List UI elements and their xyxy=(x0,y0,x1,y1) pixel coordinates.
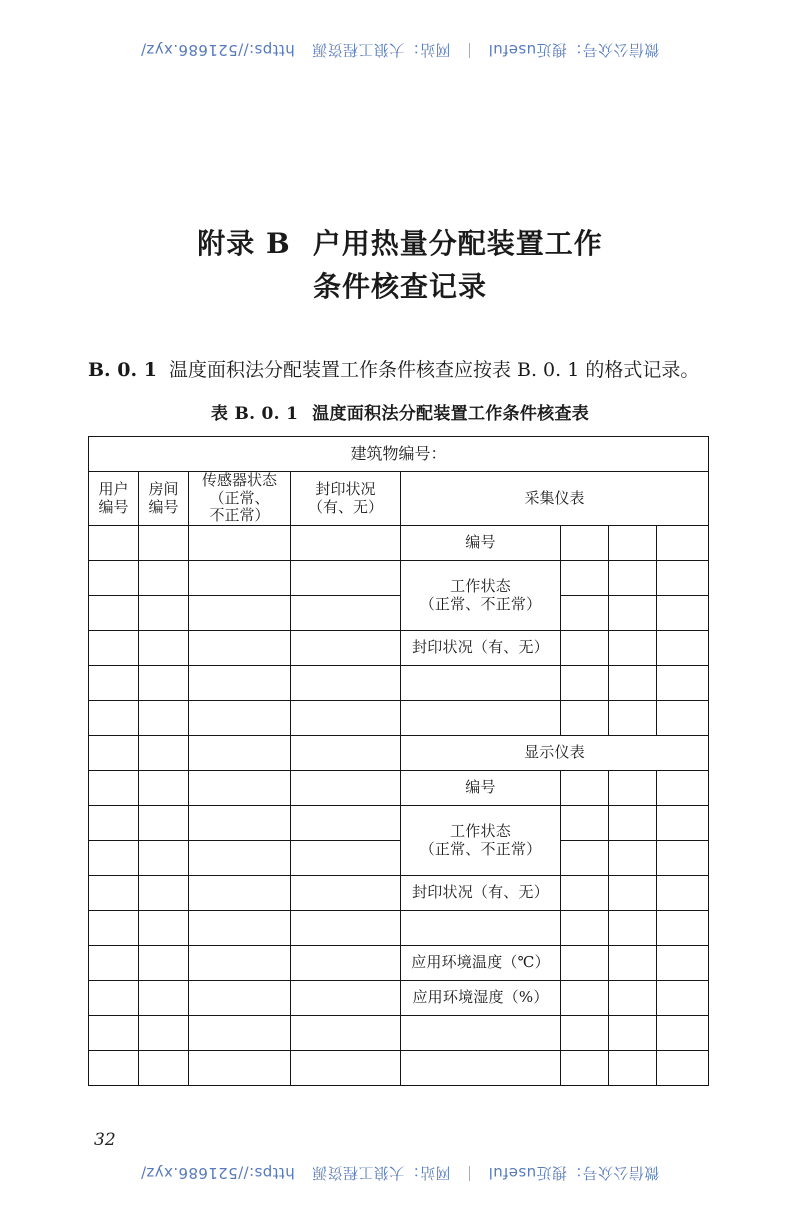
data-cell-sensor_state[interactable] xyxy=(189,561,291,596)
table-row xyxy=(89,1051,709,1086)
table-row-column-headers xyxy=(89,472,709,526)
data-cell-sensor_state[interactable] xyxy=(189,1016,291,1051)
data-cell-instrument-1[interactable] xyxy=(561,946,609,981)
data-cell-instrument-1[interactable] xyxy=(561,701,609,736)
column-header-collector: 采集仪表 xyxy=(401,472,709,526)
row-label-line2: （正常、不正常） xyxy=(419,839,542,858)
data-cell-seal_state[interactable] xyxy=(291,736,401,771)
data-cell-instrument-1[interactable] xyxy=(561,841,609,876)
data-cell-instrument-1[interactable] xyxy=(561,561,609,596)
data-cell-instrument-2[interactable] xyxy=(609,666,657,701)
data-cell-instrument-3[interactable] xyxy=(657,946,709,981)
data-cell-room_no[interactable] xyxy=(139,876,189,911)
table-row xyxy=(89,806,709,841)
table-row xyxy=(89,526,709,561)
data-cell-instrument-1[interactable] xyxy=(561,806,609,841)
data-cell-sensor_state[interactable] xyxy=(189,1051,291,1086)
data-cell-seal_state[interactable] xyxy=(291,596,401,631)
col-user-no-l1: 用户 xyxy=(98,479,129,498)
data-cell-room_no[interactable] xyxy=(139,561,189,596)
data-cell-room_no[interactable] xyxy=(139,631,189,666)
clause-text: 温度面积法分配装置工作条件核查应按表 B. 0. 1 的格式记录。 xyxy=(168,359,700,381)
data-cell-user_no[interactable] xyxy=(89,876,139,911)
row-label-cell-blank[interactable] xyxy=(401,701,561,736)
data-cell-instrument-1[interactable] xyxy=(561,526,609,561)
table-row xyxy=(89,771,709,806)
row-label-cell xyxy=(401,561,561,631)
row-label-cell: 编号 xyxy=(401,771,561,806)
watermark-site-bottom: 网站：大狼工程资源 xyxy=(311,1164,451,1182)
data-cell-instrument-3[interactable] xyxy=(657,1051,709,1086)
data-cell-sensor_state[interactable] xyxy=(189,701,291,736)
data-cell-room_no[interactable] xyxy=(139,1016,189,1051)
data-cell-user_no[interactable] xyxy=(89,946,139,981)
data-cell-sensor_state[interactable] xyxy=(189,946,291,981)
data-cell-user_no[interactable] xyxy=(89,911,139,946)
data-cell-user_no[interactable] xyxy=(89,1016,139,1051)
table-row xyxy=(89,701,709,736)
data-cell-instrument-1[interactable] xyxy=(561,981,609,1016)
table-caption-number: 表 B. 0. 1 xyxy=(210,404,299,424)
data-cell-instrument-2[interactable] xyxy=(609,701,657,736)
data-cell-user_no[interactable] xyxy=(89,526,139,561)
col-room-no-l1: 房间 xyxy=(148,479,179,498)
data-cell-instrument-1[interactable] xyxy=(561,631,609,666)
clause-paragraph xyxy=(88,354,712,387)
data-cell-instrument-2[interactable] xyxy=(609,771,657,806)
watermark-wechat: 微信公众号：搜近useful xyxy=(488,41,660,59)
data-cell-user_no[interactable] xyxy=(89,631,139,666)
watermark-url: https://521686.xyz/ xyxy=(140,41,295,59)
col-sensor-l2: （正常、 xyxy=(209,488,270,507)
row-label-cell: 应用环境温度（℃） xyxy=(401,946,561,981)
data-cell-user_no[interactable] xyxy=(89,981,139,1016)
watermark-wechat-bottom: 微信公众号：搜近useful xyxy=(488,1164,660,1182)
data-cell-sensor_state[interactable] xyxy=(189,526,291,561)
data-cell-seal_state[interactable] xyxy=(291,806,401,841)
data-cell-sensor_state[interactable] xyxy=(189,771,291,806)
data-cell-room_no[interactable] xyxy=(139,666,189,701)
appendix-title-part2: 条件核查记录 xyxy=(312,270,487,304)
data-cell-instrument-1[interactable] xyxy=(561,876,609,911)
appendix-title-part1: 户用热量分配装置工作 xyxy=(312,226,603,260)
data-cell-room_no[interactable] xyxy=(139,1051,189,1086)
data-cell-instrument-3[interactable] xyxy=(657,631,709,666)
data-cell-sensor_state[interactable] xyxy=(189,981,291,1016)
table-row xyxy=(89,841,709,876)
data-cell-room_no[interactable] xyxy=(139,736,189,771)
data-cell-instrument-3[interactable] xyxy=(657,701,709,736)
watermark-space-bottom xyxy=(295,1164,307,1182)
col-room-no-l2: 编号 xyxy=(148,497,179,516)
data-cell-user_no[interactable] xyxy=(89,666,139,701)
row-label-cell-blank[interactable] xyxy=(401,666,561,701)
row-label-cell: 编号 xyxy=(401,526,561,561)
data-cell-instrument-2[interactable] xyxy=(609,806,657,841)
data-cell-instrument-1[interactable] xyxy=(561,1051,609,1086)
building-no-cell[interactable]: 建筑物编号： xyxy=(89,437,709,472)
record-table-container xyxy=(88,436,708,1086)
data-cell-instrument-3[interactable] xyxy=(657,841,709,876)
data-cell-instrument-1[interactable] xyxy=(561,666,609,701)
column-header-user-no xyxy=(89,472,139,526)
table-row xyxy=(89,876,709,911)
data-cell-instrument-2[interactable] xyxy=(609,946,657,981)
data-cell-instrument-2[interactable] xyxy=(609,981,657,1016)
data-cell-sensor_state[interactable] xyxy=(189,631,291,666)
data-cell-instrument-2[interactable] xyxy=(609,561,657,596)
watermark-separator: ｜ xyxy=(461,41,478,59)
row-label-cell: 应用环境湿度（%） xyxy=(401,981,561,1016)
table-caption-title: 温度面积法分配装置工作条件核查表 xyxy=(312,404,590,424)
data-cell-user_no[interactable] xyxy=(89,1051,139,1086)
data-cell-seal_state[interactable] xyxy=(291,771,401,806)
col-seal-l2: （有、无） xyxy=(307,497,383,516)
data-cell-instrument-1[interactable] xyxy=(561,911,609,946)
row-label-cell-blank[interactable] xyxy=(401,1051,561,1086)
data-cell-instrument-2[interactable] xyxy=(609,1051,657,1086)
data-cell-user_no[interactable] xyxy=(89,841,139,876)
data-cell-seal_state[interactable] xyxy=(291,841,401,876)
record-table xyxy=(88,436,709,1086)
column-header-room-no xyxy=(139,472,189,526)
data-cell-room_no[interactable] xyxy=(139,841,189,876)
page-number: 32 xyxy=(94,1130,116,1150)
row-label-cell-blank[interactable] xyxy=(401,1016,561,1051)
data-cell-instrument-1[interactable] xyxy=(561,1016,609,1051)
clause-number: B. 0. 1 xyxy=(88,359,157,381)
row-label-line2: （正常、不正常） xyxy=(419,594,542,613)
page-title xyxy=(0,222,800,309)
table-row xyxy=(89,911,709,946)
column-header-sensor-state xyxy=(189,472,291,526)
watermark-space xyxy=(295,41,307,59)
table-row xyxy=(89,1016,709,1051)
data-cell-seal_state[interactable] xyxy=(291,701,401,736)
data-cell-user_no[interactable] xyxy=(89,701,139,736)
appendix-label: 附录 B xyxy=(197,226,291,260)
data-cell-seal_state[interactable] xyxy=(291,981,401,1016)
data-cell-room_no[interactable] xyxy=(139,771,189,806)
table-row xyxy=(89,736,709,771)
table-row xyxy=(89,981,709,1016)
data-cell-instrument-3[interactable] xyxy=(657,1016,709,1051)
data-cell-instrument-2[interactable] xyxy=(609,841,657,876)
data-cell-instrument-1[interactable] xyxy=(561,771,609,806)
data-cell-sensor_state[interactable] xyxy=(189,666,291,701)
data-cell-instrument-3[interactable] xyxy=(657,876,709,911)
data-cell-user_no[interactable] xyxy=(89,771,139,806)
table-row xyxy=(89,631,709,666)
data-cell-room_no[interactable] xyxy=(139,806,189,841)
data-cell-instrument-3[interactable] xyxy=(657,771,709,806)
data-cell-sensor_state[interactable] xyxy=(189,736,291,771)
col-user-no-l2: 编号 xyxy=(98,497,129,516)
data-cell-room_no[interactable] xyxy=(139,596,189,631)
data-cell-room_no[interactable] xyxy=(139,946,189,981)
data-cell-room_no[interactable] xyxy=(139,701,189,736)
row-label-cell xyxy=(401,806,561,876)
table-row xyxy=(89,666,709,701)
data-cell-user_no[interactable] xyxy=(89,596,139,631)
data-cell-instrument-2[interactable] xyxy=(609,876,657,911)
section-header-cell: 显示仪表 xyxy=(401,736,709,771)
data-cell-instrument-3[interactable] xyxy=(657,526,709,561)
watermark-url-bottom: https://521686.xyz/ xyxy=(140,1164,295,1182)
table-row xyxy=(89,596,709,631)
row-label-line1: 工作状态 xyxy=(450,576,511,595)
data-cell-seal_state[interactable] xyxy=(291,1016,401,1051)
data-cell-instrument-3[interactable] xyxy=(657,596,709,631)
data-cell-instrument-3[interactable] xyxy=(657,981,709,1016)
row-label-cell-blank[interactable] xyxy=(401,911,561,946)
data-cell-instrument-2[interactable] xyxy=(609,596,657,631)
table-row-building-no xyxy=(89,437,709,472)
data-cell-seal_state[interactable] xyxy=(291,631,401,666)
data-cell-room_no[interactable] xyxy=(139,981,189,1016)
data-cell-room_no[interactable] xyxy=(139,526,189,561)
watermark-site: 网站：大狼工程资源 xyxy=(311,41,451,59)
row-label-line1: 工作状态 xyxy=(450,821,511,840)
data-cell-user_no[interactable] xyxy=(89,736,139,771)
data-cell-seal_state[interactable] xyxy=(291,1051,401,1086)
data-cell-instrument-2[interactable] xyxy=(609,526,657,561)
data-cell-instrument-1[interactable] xyxy=(561,596,609,631)
data-cell-seal_state[interactable] xyxy=(291,876,401,911)
data-cell-seal_state[interactable] xyxy=(291,666,401,701)
data-cell-seal_state[interactable] xyxy=(291,946,401,981)
table-row xyxy=(89,561,709,596)
data-cell-sensor_state[interactable] xyxy=(189,911,291,946)
watermark-top xyxy=(0,40,800,61)
table-row xyxy=(89,946,709,981)
data-cell-instrument-3[interactable] xyxy=(657,806,709,841)
col-sensor-l1: 传感器状态 xyxy=(201,471,277,489)
col-sensor-l3: 不正常） xyxy=(209,506,270,525)
data-cell-instrument-2[interactable] xyxy=(609,631,657,666)
data-cell-instrument-3[interactable] xyxy=(657,666,709,701)
data-cell-sensor_state[interactable] xyxy=(189,596,291,631)
col-seal-l1: 封印状况 xyxy=(315,479,376,498)
data-cell-user_no[interactable] xyxy=(89,561,139,596)
data-cell-sensor_state[interactable] xyxy=(189,806,291,841)
data-cell-sensor_state[interactable] xyxy=(189,876,291,911)
data-cell-seal_state[interactable] xyxy=(291,526,401,561)
data-cell-seal_state[interactable] xyxy=(291,561,401,596)
data-cell-seal_state[interactable] xyxy=(291,911,401,946)
watermark-separator-bottom: ｜ xyxy=(461,1164,478,1182)
data-cell-user_no[interactable] xyxy=(89,806,139,841)
data-cell-instrument-3[interactable] xyxy=(657,911,709,946)
watermark-bottom xyxy=(0,1163,800,1184)
data-cell-sensor_state[interactable] xyxy=(189,841,291,876)
table-caption xyxy=(0,399,800,424)
data-cell-instrument-2[interactable] xyxy=(609,1016,657,1051)
data-cell-instrument-2[interactable] xyxy=(609,911,657,946)
row-label-cell: 封印状况（有、无） xyxy=(401,631,561,666)
data-cell-room_no[interactable] xyxy=(139,911,189,946)
column-header-seal-state xyxy=(291,472,401,526)
data-cell-instrument-3[interactable] xyxy=(657,561,709,596)
row-label-cell: 封印状况（有、无） xyxy=(401,876,561,911)
